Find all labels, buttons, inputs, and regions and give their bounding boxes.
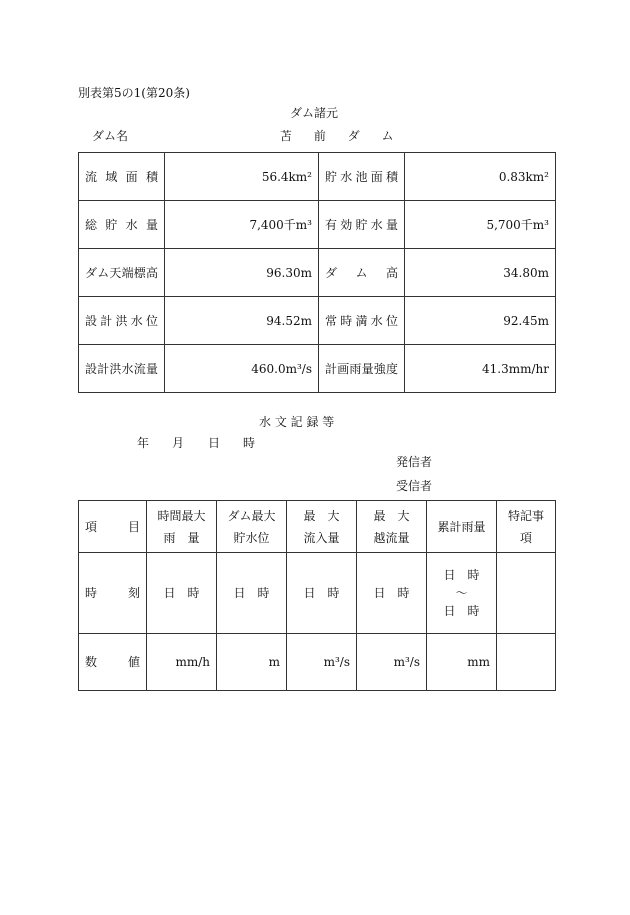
header-dam-max-level [217, 501, 287, 553]
dam-name: 苫 前 ダ ム [280, 129, 403, 143]
header-line: 貯水位 [233, 530, 270, 545]
spec-label: 常時満水位 [319, 297, 405, 345]
header-notes: 特記事項 [497, 501, 556, 553]
spec-label: 貯水池面積 [319, 153, 405, 201]
spec-value: 56.4km² [165, 153, 319, 201]
header-line: ダム最大 [227, 508, 276, 523]
time-cell: 日 時 [287, 553, 357, 634]
spec-value: 7,400千m³ [165, 201, 319, 249]
spec-label: ダム天端標高 [79, 249, 165, 297]
spec-label: 流域面積 [79, 153, 165, 201]
header-line: 越流量 [373, 530, 410, 545]
time-row-label: 時 刻 [79, 553, 147, 634]
table-row [79, 634, 556, 691]
spec-label: 有効貯水量 [319, 201, 405, 249]
date-month: 月 [172, 436, 185, 450]
spec-value: 92.45m [405, 297, 556, 345]
spec-value: 5,700千m³ [405, 201, 556, 249]
table-row [79, 201, 556, 249]
table-row [79, 153, 556, 201]
hydro-title: 水 文 記 録 等 [259, 415, 335, 429]
date-day: 日 [208, 436, 221, 450]
inflow-unit: m³/s [287, 634, 357, 691]
date-hour: 時 [243, 436, 256, 450]
header-line: 雨 量 [163, 530, 200, 545]
document-heading: 別表第5の1(第20条) [78, 86, 190, 100]
spec-value: 41.3mm/hr [405, 345, 556, 393]
header-line: 流入量 [303, 530, 340, 545]
time-range-cell [427, 553, 497, 634]
header-line: 最 大 [303, 508, 340, 523]
dam-spec-table [78, 152, 556, 393]
header-item: 項 目 [79, 501, 147, 553]
sender-label: 発信者 [396, 455, 433, 469]
range-separator: ～ [455, 586, 468, 600]
time-cell: 日 時 [357, 553, 427, 634]
spec-label: 総貯水量 [79, 201, 165, 249]
spec-label: 設計洪水流量 [79, 345, 165, 393]
time-cell: 日 時 [147, 553, 217, 634]
header-max-inflow [287, 501, 357, 553]
time-cell: 日 時 [217, 553, 287, 634]
table-row [79, 345, 556, 393]
notes-cell [497, 553, 556, 634]
header-line: 最 大 [373, 508, 410, 523]
spec-value: 94.52m [165, 297, 319, 345]
date-year: 年 [137, 436, 150, 450]
spec-value: 0.83km² [405, 153, 556, 201]
header-max-overflow [357, 501, 427, 553]
range-end: 日 時 [443, 604, 480, 618]
value-row-label: 数 値 [79, 634, 147, 691]
spec-value: 34.80m [405, 249, 556, 297]
cumulative-unit: mm [427, 634, 497, 691]
table-row [79, 249, 556, 297]
spec-label: 設計洪水位 [79, 297, 165, 345]
receiver-label: 受信者 [396, 479, 433, 493]
header-cumulative-rain: 累計雨量 [427, 501, 497, 553]
level-unit: m [217, 634, 287, 691]
header-max-hourly-rain [147, 501, 217, 553]
spec-label: ダム高 [319, 249, 405, 297]
header-line: 時間最大 [157, 508, 206, 523]
table-header-row [79, 501, 556, 553]
hydro-record-table [78, 500, 556, 691]
table-row [79, 553, 556, 634]
spec-value: 460.0m³/s [165, 345, 319, 393]
notes-cell [497, 634, 556, 691]
dam-name-label: ダム名 [92, 129, 129, 143]
range-start: 日 時 [443, 568, 480, 582]
spec-value: 96.30m [165, 249, 319, 297]
spec-title: ダム諸元 [290, 106, 339, 120]
overflow-unit: m³/s [357, 634, 427, 691]
rain-unit: mm/h [147, 634, 217, 691]
table-row [79, 297, 556, 345]
spec-label: 計画雨量強度 [319, 345, 405, 393]
